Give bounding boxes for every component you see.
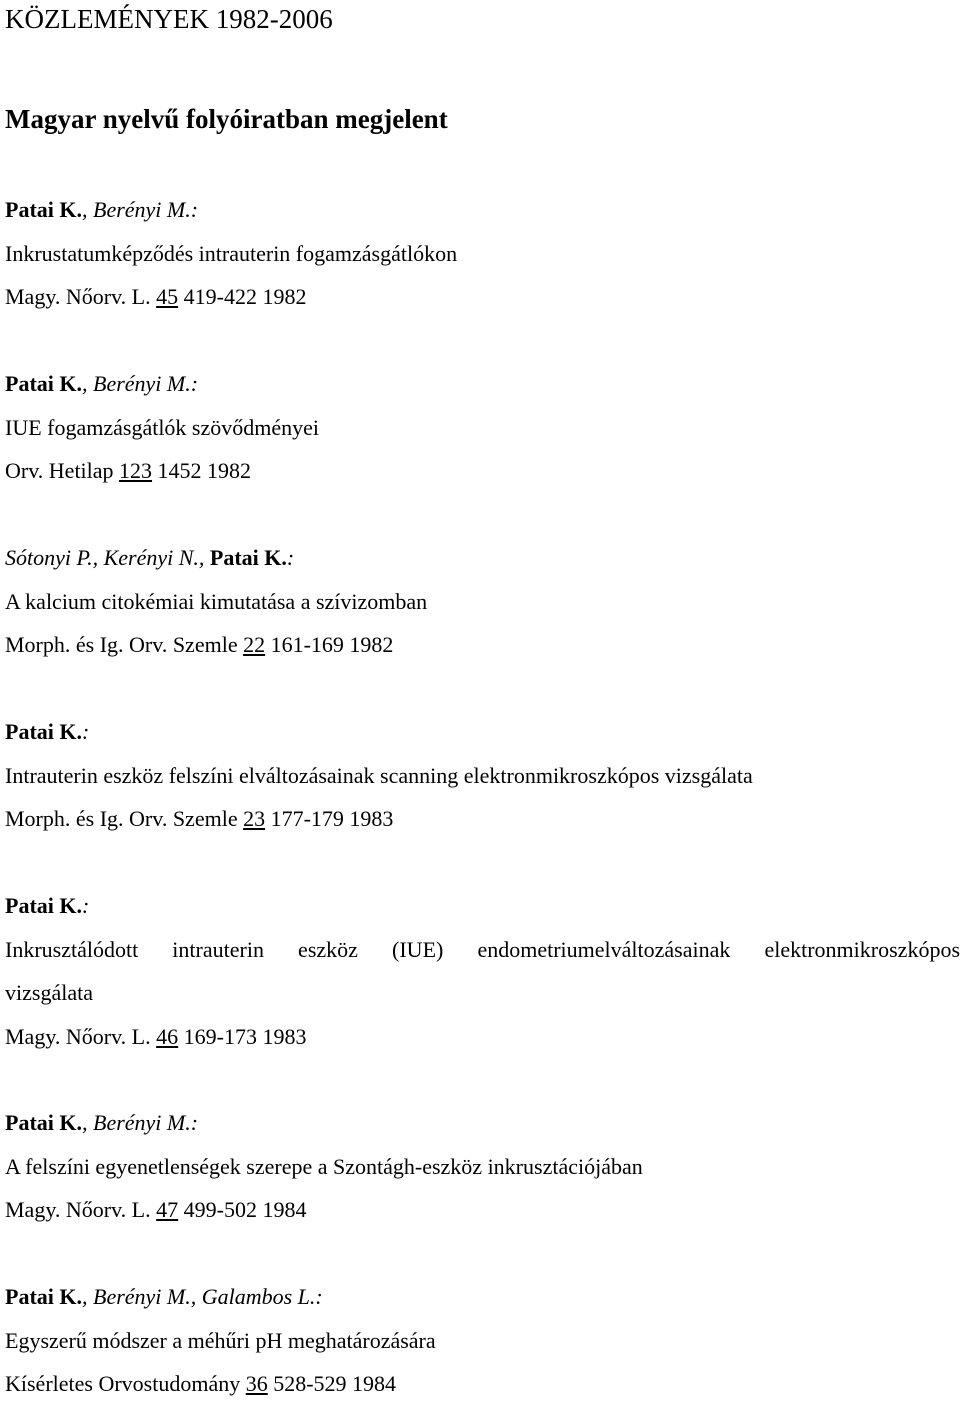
pages-year: 161-169 1982 — [265, 632, 394, 657]
publication-entry — [5, 362, 960, 493]
entry-authors — [5, 710, 960, 754]
entry-citation — [5, 623, 960, 667]
entry-citation — [5, 1188, 960, 1232]
journal-name: Magy. Nőorv. L. — [5, 1023, 157, 1049]
entry-citation — [5, 1362, 960, 1406]
journal-name: Morph. és Ig. Orv. Szemle — [5, 632, 244, 657]
pages-year: 169-173 1983 — [178, 1023, 307, 1049]
author-segment: : — [82, 893, 90, 918]
pages-year: 499-502 1984 — [178, 1197, 307, 1222]
publication-entry — [5, 710, 960, 841]
author-segment: Patai K. — [5, 1110, 82, 1135]
entry-authors — [5, 536, 960, 580]
author-segment: Patai K. — [5, 1284, 82, 1309]
journal-volume: 23 — [243, 806, 266, 831]
author-segment: , Berényi M.: — [82, 371, 199, 396]
page-title: KÖZLEMÉNYEK 1982-2006 — [5, 4, 333, 34]
entry-citation — [5, 275, 960, 319]
author-segment: Sótonyi P., Kerényi N., — [5, 545, 210, 570]
entry-authors — [5, 1101, 960, 1145]
author-segment: : — [286, 545, 295, 570]
author-segment: Patai K. — [5, 719, 82, 744]
author-segment: Patai K. — [5, 371, 82, 396]
author-segment: : — [82, 719, 90, 744]
author-segment: Patai K. — [5, 893, 82, 918]
journal-name: Magy. Nőorv. L. — [5, 1197, 157, 1222]
entry-authors — [5, 884, 960, 928]
entry-authors — [5, 362, 960, 406]
pages-year: 419-422 1982 — [178, 284, 307, 309]
page-subtitle: Magyar nyelvű folyóiratban megjelent — [5, 104, 448, 134]
pages-year: 177-179 1983 — [265, 806, 394, 831]
journal-name: Magy. Nőorv. L. — [5, 284, 157, 309]
entry-authors — [5, 1275, 960, 1319]
publication-entry — [5, 884, 960, 1058]
entry-title: A kalcium citokémiai kimutatása a szívizomban — [5, 588, 428, 614]
journal-name: Orv. Hetilap — [5, 458, 120, 483]
entry-title: Intrauterin eszköz felszíni elváltozásainak scanning elektronmikroszkópos vizsgálata — [5, 762, 753, 788]
publication-entry — [5, 1275, 960, 1406]
author-segment: Patai K. — [5, 197, 82, 222]
pages-year: 1452 1982 — [152, 458, 252, 483]
author-segment: , Berényi M.: — [82, 1110, 199, 1135]
entry-citation — [5, 797, 960, 841]
journal-volume: 123 — [119, 458, 153, 483]
journal-name: Kísérletes Orvostudomány — [5, 1371, 246, 1396]
publication-entry — [5, 188, 960, 319]
entry-title: vizsgálata — [5, 980, 93, 1005]
entry-title: Inkrustatumképződés intrauterin fogamzásgátlókon — [5, 240, 458, 266]
entry-citation — [5, 449, 960, 493]
entry-title: IUE fogamzásgátlók szövődményei — [5, 414, 320, 440]
entry-authors — [5, 188, 960, 232]
journal-volume: 45 — [156, 284, 179, 309]
entry-citation — [5, 1015, 960, 1059]
author-segment: , Berényi M.: — [82, 197, 199, 222]
publication-entry — [5, 536, 960, 667]
author-segment: , Berényi M., Galambos L.: — [82, 1284, 323, 1309]
entry-title: A felszíni egyenetlenségek szerepe a Szontágh-eszköz inkrusztációjában — [5, 1153, 643, 1179]
journal-volume: 36 — [245, 1371, 268, 1396]
entry-title: Inkrusztálódott intrauterin eszköz (IUE) endometriumelváltozásainak elektronmikroszkópos — [5, 936, 960, 962]
journal-volume: 47 — [156, 1197, 179, 1222]
journal-volume: 22 — [243, 632, 266, 657]
publication-entry — [5, 1101, 960, 1232]
journal-volume: 46 — [156, 1023, 179, 1049]
author-segment: Patai K. — [209, 545, 287, 570]
pages-year: 528-529 1984 — [267, 1371, 397, 1396]
journal-name: Morph. és Ig. Orv. Szemle — [5, 806, 244, 831]
entry-title: Egyszerű módszer a méhűri pH meghatározására — [5, 1327, 436, 1353]
